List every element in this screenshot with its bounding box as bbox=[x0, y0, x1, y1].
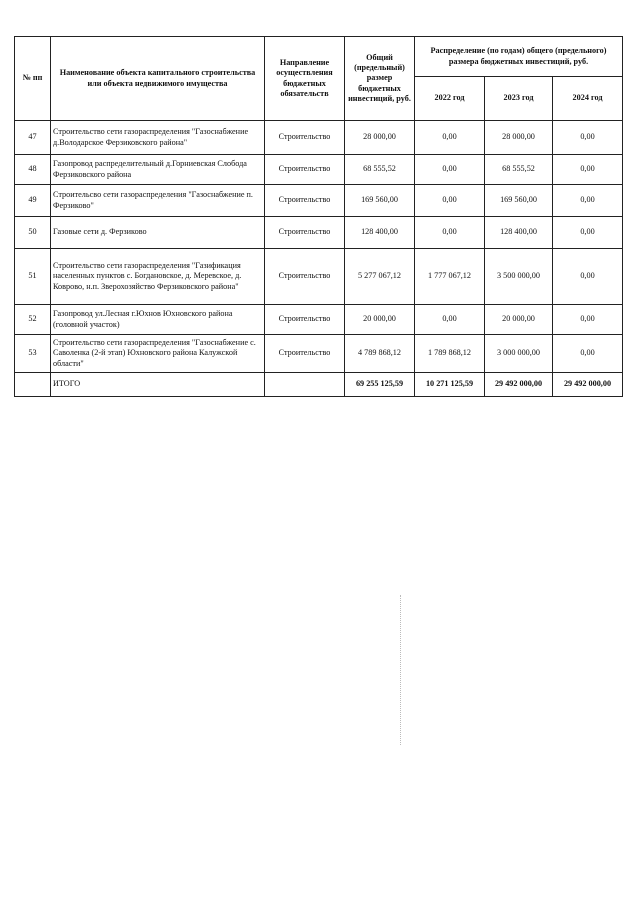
row-name: Газопровод ул.Лесная г.Юхнов Юхновского района (головной участок) bbox=[51, 305, 265, 335]
header-direction: Направление осуществления бюджетных обязательств bbox=[265, 37, 345, 121]
row-2022: 0,00 bbox=[415, 305, 485, 335]
row-2024: 0,00 bbox=[553, 249, 623, 305]
row-2022: 0,00 bbox=[415, 217, 485, 249]
row-num: 50 bbox=[15, 217, 51, 249]
row-direction: Строительство bbox=[265, 185, 345, 217]
row-2023: 28 000,00 bbox=[485, 121, 553, 155]
table-row bbox=[15, 185, 623, 217]
header-year-2024: 2024 год bbox=[553, 77, 623, 121]
total-sum: 69 255 125,59 bbox=[345, 373, 415, 397]
row-2023: 20 000,00 bbox=[485, 305, 553, 335]
row-direction: Строительство bbox=[265, 305, 345, 335]
row-2023: 128 400,00 bbox=[485, 217, 553, 249]
document-sheet bbox=[14, 36, 622, 397]
row-2023: 3 000 000,00 bbox=[485, 335, 553, 373]
header-year-2023: 2023 год bbox=[485, 77, 553, 121]
total-num-cell bbox=[15, 373, 51, 397]
header-num: № пп bbox=[15, 37, 51, 121]
total-2022: 10 271 125,59 bbox=[415, 373, 485, 397]
table-row bbox=[15, 217, 623, 249]
row-name: Строительсво сети газораспределения "Газоснабжение п. Ферзиково" bbox=[51, 185, 265, 217]
table-row bbox=[15, 305, 623, 335]
scan-artifact-line bbox=[400, 595, 401, 745]
row-2024: 0,00 bbox=[553, 155, 623, 185]
row-direction: Строительство bbox=[265, 249, 345, 305]
row-direction: Строительство bbox=[265, 155, 345, 185]
header-name: Наименование объекта капитального строительства или объекта недвижимого имущества bbox=[51, 37, 265, 121]
row-direction: Строительство bbox=[265, 121, 345, 155]
row-total: 4 789 868,12 bbox=[345, 335, 415, 373]
row-name: Газопровод распределительный д.Горниевская Слобода Ферзиковского района bbox=[51, 155, 265, 185]
total-2024: 29 492 000,00 bbox=[553, 373, 623, 397]
row-2022: 0,00 bbox=[415, 185, 485, 217]
row-num: 49 bbox=[15, 185, 51, 217]
table-row bbox=[15, 335, 623, 373]
budget-investment-table bbox=[14, 36, 623, 397]
row-num: 51 bbox=[15, 249, 51, 305]
row-direction: Строительство bbox=[265, 335, 345, 373]
row-name: Строительство сети газораспределения "Газификация населенных пунктов с. Богдановское, д. Меревское, д. Коврово, н.п. Зверохозяйство Ферзиковского района" bbox=[51, 249, 265, 305]
row-total: 28 000,00 bbox=[345, 121, 415, 155]
row-total: 128 400,00 bbox=[345, 217, 415, 249]
row-2023: 68 555,52 bbox=[485, 155, 553, 185]
row-direction: Строительство bbox=[265, 217, 345, 249]
row-total: 169 560,00 bbox=[345, 185, 415, 217]
row-num: 52 bbox=[15, 305, 51, 335]
table-row bbox=[15, 121, 623, 155]
row-2024: 0,00 bbox=[553, 121, 623, 155]
row-name: Строительство сети газораспределения "Газоснабжение с. Саволенка (2-й этап) Юхновского района Калужской области" bbox=[51, 335, 265, 373]
row-2024: 0,00 bbox=[553, 305, 623, 335]
row-total: 68 555,52 bbox=[345, 155, 415, 185]
row-2024: 0,00 bbox=[553, 185, 623, 217]
row-2024: 0,00 bbox=[553, 335, 623, 373]
header-distribution: Распределение (по годам) общего (предельного) размера бюджетных инвестиций, руб. bbox=[415, 37, 623, 77]
row-num: 53 bbox=[15, 335, 51, 373]
row-2024: 0,00 bbox=[553, 217, 623, 249]
row-2023: 169 560,00 bbox=[485, 185, 553, 217]
row-num: 47 bbox=[15, 121, 51, 155]
row-2022: 0,00 bbox=[415, 155, 485, 185]
row-name: Строительство сети газораспределения "Газоснабжение д.Володарское Ферзиковского района" bbox=[51, 121, 265, 155]
row-num: 48 bbox=[15, 155, 51, 185]
header-total: Общий (предельный) размер бюджетных инвестиций, руб. bbox=[345, 37, 415, 121]
row-total: 5 277 067,12 bbox=[345, 249, 415, 305]
header-year-2022: 2022 год bbox=[415, 77, 485, 121]
total-direction-cell bbox=[265, 373, 345, 397]
table-row bbox=[15, 155, 623, 185]
row-total: 20 000,00 bbox=[345, 305, 415, 335]
row-2022: 1 789 868,12 bbox=[415, 335, 485, 373]
total-2023: 29 492 000,00 bbox=[485, 373, 553, 397]
table-row bbox=[15, 249, 623, 305]
total-label: ИТОГО bbox=[51, 373, 265, 397]
row-2022: 0,00 bbox=[415, 121, 485, 155]
row-2023: 3 500 000,00 bbox=[485, 249, 553, 305]
row-name: Газовые сети д. Ферзиково bbox=[51, 217, 265, 249]
row-2022: 1 777 067,12 bbox=[415, 249, 485, 305]
total-row bbox=[15, 373, 623, 397]
